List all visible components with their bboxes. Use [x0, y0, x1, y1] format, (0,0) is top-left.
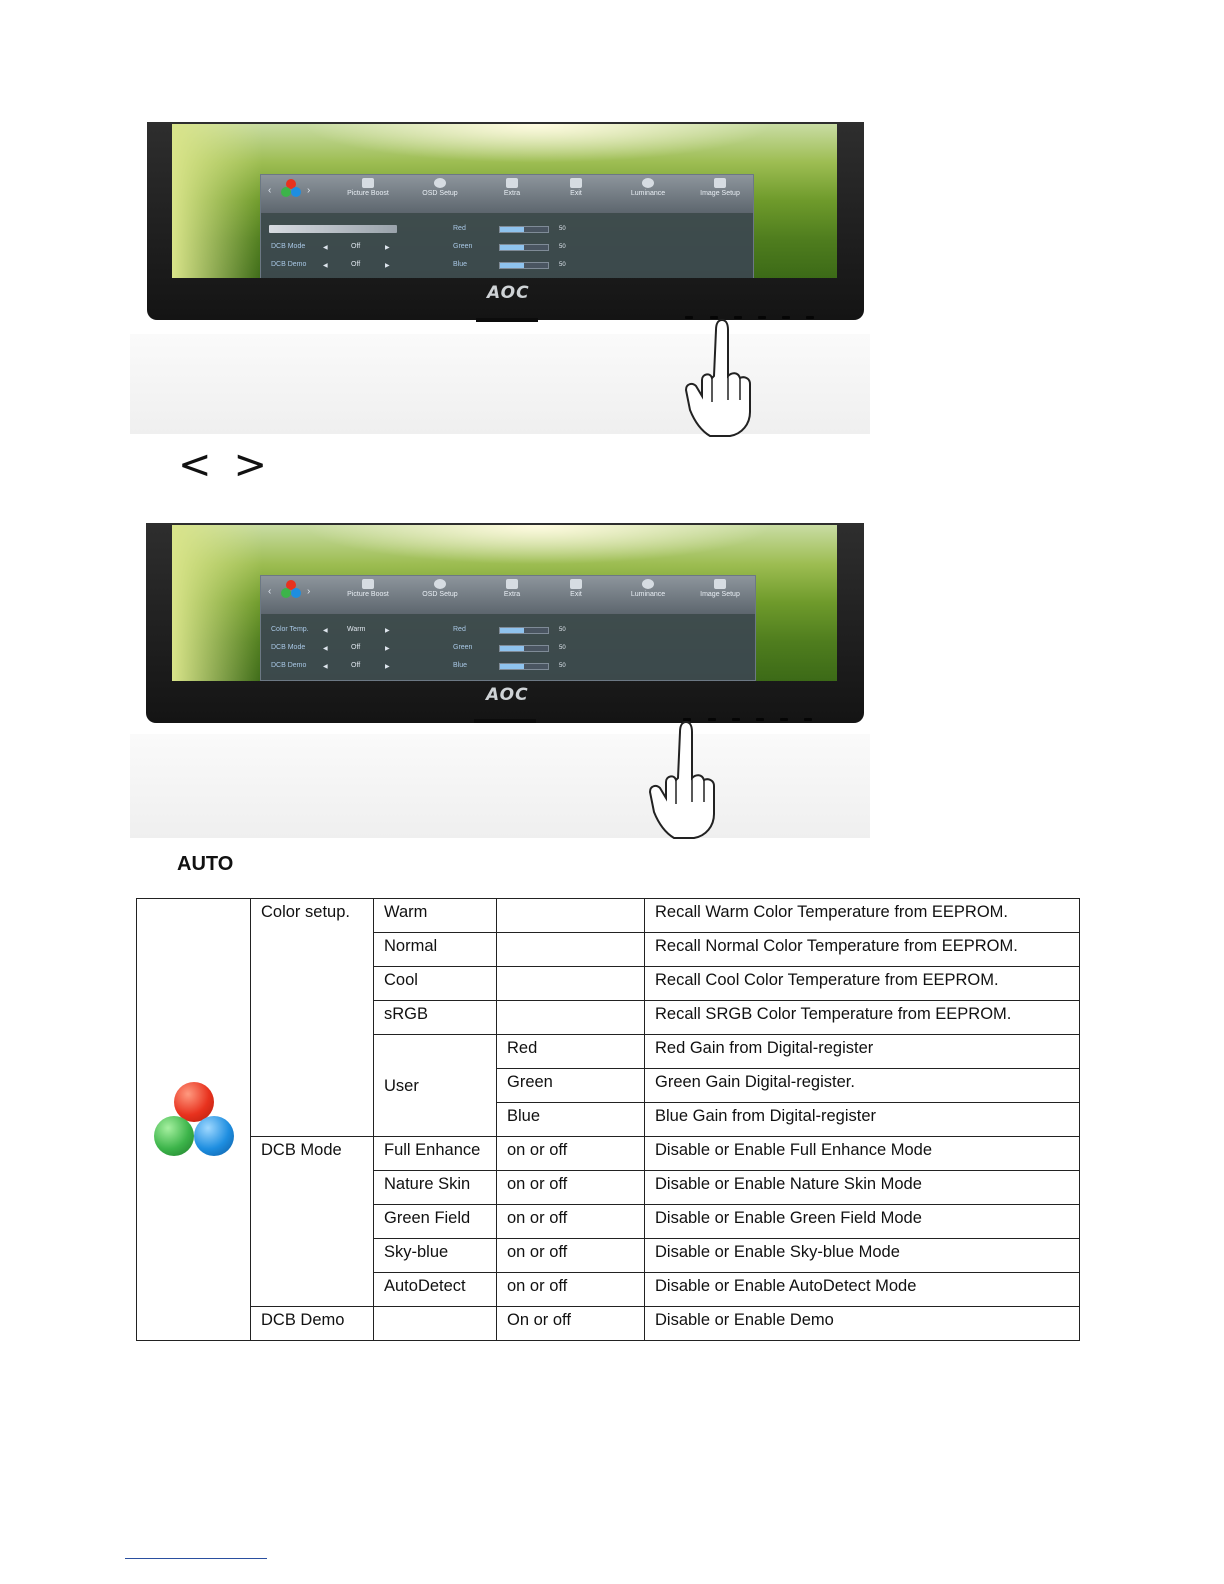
osd-setup-icon: [434, 178, 446, 188]
osd-tab-luminance[interactable]: Luminance: [613, 579, 683, 613]
osd-row-color-temp-selected[interactable]: [269, 225, 397, 233]
arrow-left-icon[interactable]: ◀: [323, 646, 328, 652]
osd-slider-blue[interactable]: [499, 262, 549, 269]
table-cell: Disable or Enable Demo: [645, 1307, 1080, 1341]
table-cell: Blue Gain from Digital-register: [645, 1103, 1080, 1137]
table-cell: On or off: [497, 1307, 645, 1341]
monitor-button[interactable]: [782, 316, 790, 319]
chevron-right-icon: ›: [307, 185, 311, 196]
nav-arrows: [178, 442, 289, 488]
table-cell: [497, 933, 645, 967]
monitor-screen: [172, 525, 837, 681]
osd-tab-exit[interactable]: Exit: [541, 178, 611, 212]
table-cell: Recall SRGB Color Temperature from EEPROM.: [645, 1001, 1080, 1035]
osd-slider-blue[interactable]: [499, 663, 549, 670]
table-cell: Disable or Enable Full Enhance Mode: [645, 1137, 1080, 1171]
color-setup-table: [136, 898, 1080, 1341]
table-cell: Disable or Enable Green Field Mode: [645, 1205, 1080, 1239]
osd-color-setup-tab[interactable]: [265, 177, 313, 211]
table-row: [137, 899, 1080, 933]
table-cell: DCB Mode: [251, 1137, 374, 1307]
table-cell: Blue: [497, 1103, 645, 1137]
osd-row-value: Off: [351, 243, 361, 250]
table-cell: on or off: [497, 1171, 645, 1205]
table-cell: Recall Normal Color Temperature from EEPROM.: [645, 933, 1080, 967]
osd-slider-red[interactable]: [499, 627, 549, 634]
osd-row-value: Off: [351, 261, 361, 268]
color-setup-icon-cell: [137, 899, 251, 1341]
table-row: [137, 1307, 1080, 1341]
table-cell: Green Field: [374, 1205, 497, 1239]
arrow-right-icon[interactable]: ▶: [385, 664, 390, 670]
picture-boost-icon: [362, 178, 374, 188]
osd-setup-icon: [434, 579, 446, 589]
exit-icon: [570, 579, 582, 589]
picture-boost-icon: [362, 579, 374, 589]
osd-row-label: DCB Mode: [271, 243, 306, 250]
osd-tab-osd-setup[interactable]: OSD Setup: [405, 579, 475, 613]
osd-slider-label: Green: [453, 644, 473, 651]
extra-icon: [506, 579, 518, 589]
table-cell: Full Enhance: [374, 1137, 497, 1171]
table-cell: [374, 1307, 497, 1341]
osd-menu: [260, 575, 756, 681]
osd-row-label: DCB Demo: [271, 261, 307, 268]
osd-slider-value: 50: [559, 627, 566, 633]
extra-icon: [506, 178, 518, 188]
chevron-left-icon: ‹: [268, 185, 272, 196]
table-cell: Nature Skin: [374, 1171, 497, 1205]
osd-row-label: DCB Demo: [271, 662, 307, 669]
osd-slider-label: Red: [453, 626, 466, 633]
osd-slider-label: Red: [453, 225, 466, 232]
osd-tab-extra[interactable]: Extra: [477, 579, 547, 613]
arrow-right-icon[interactable]: ▶: [385, 628, 390, 634]
table-cell: [497, 967, 645, 1001]
table-cell: User: [374, 1035, 497, 1137]
osd-menu: [260, 174, 754, 278]
table-cell: [497, 899, 645, 933]
table-cell: Disable or Enable Sky-blue Mode: [645, 1239, 1080, 1273]
osd-slider-value: 50: [559, 262, 566, 268]
color-balls-icon: [154, 1082, 234, 1158]
chevron-left-icon: ‹: [268, 586, 272, 597]
monitor-button[interactable]: [806, 316, 814, 319]
arrow-left-icon[interactable]: ◀: [323, 245, 328, 251]
monitor-figure-2: [130, 520, 870, 842]
exit-icon: [570, 178, 582, 188]
osd-slider-value: 50: [559, 663, 566, 669]
table-cell: on or off: [497, 1239, 645, 1273]
table-cell: Red Gain from Digital-register: [645, 1035, 1080, 1069]
osd-row-value: Warm: [347, 626, 366, 633]
osd-slider-value: 50: [559, 226, 566, 232]
arrow-left-icon[interactable]: ◀: [323, 263, 328, 269]
osd-tab-extra[interactable]: Extra: [477, 178, 547, 212]
table-cell: Recall Cool Color Temperature from EEPROM.: [645, 967, 1080, 1001]
monitor-screen: [172, 124, 837, 278]
osd-slider-green[interactable]: [499, 244, 549, 251]
arrow-left-icon[interactable]: ◀: [323, 628, 328, 634]
right-arrow-icon: >: [233, 442, 290, 488]
osd-slider-label: Blue: [453, 662, 468, 669]
monitor-button[interactable]: [780, 718, 788, 721]
osd-row-value: Off: [351, 644, 361, 651]
table-cell: Disable or Enable AutoDetect Mode: [645, 1273, 1080, 1307]
osd-tab-image-setup[interactable]: Image Setup: [685, 579, 755, 613]
table-cell: sRGB: [374, 1001, 497, 1035]
monitor-button[interactable]: [804, 718, 812, 721]
chevron-right-icon: ›: [307, 586, 311, 597]
table-cell: Green: [497, 1069, 645, 1103]
table-cell: [497, 1001, 645, 1035]
osd-tab-image-setup[interactable]: Image Setup: [685, 178, 755, 212]
osd-row-label: DCB Mode: [271, 644, 306, 651]
table-cell: Disable or Enable Nature Skin Mode: [645, 1171, 1080, 1205]
color-setup-icon: [279, 578, 303, 600]
osd-tab-luminance[interactable]: Luminance: [613, 178, 683, 212]
osd-tab-exit[interactable]: Exit: [541, 579, 611, 613]
osd-color-setup-tab[interactable]: [265, 578, 313, 612]
color-setup-icon: [279, 177, 303, 199]
image-setup-icon: [714, 579, 726, 589]
image-setup-icon: [714, 178, 726, 188]
luminance-icon: [642, 579, 654, 589]
table-cell: Cool: [374, 967, 497, 1001]
arrow-left-icon[interactable]: ◀: [323, 664, 328, 670]
left-arrow-icon: <: [178, 442, 234, 488]
table-cell: Color setup.: [251, 899, 374, 1137]
table-cell: Red: [497, 1035, 645, 1069]
osd-tab-osd-setup[interactable]: OSD Setup: [405, 178, 475, 212]
osd-slider-label: Blue: [453, 261, 468, 268]
footer-divider: [125, 1558, 267, 1559]
table-cell: Normal: [374, 933, 497, 967]
osd-slider-red[interactable]: [499, 226, 549, 233]
osd-tab-picture-boost[interactable]: Picture Boost: [333, 178, 403, 212]
monitor-button[interactable]: [756, 718, 764, 721]
table-cell: Recall Warm Color Temperature from EEPROM.: [645, 899, 1080, 933]
table-cell: Green Gain Digital-register.: [645, 1069, 1080, 1103]
osd-row-value: Off: [351, 662, 361, 669]
osd-slider-label: Green: [453, 243, 473, 250]
table-cell: Sky-blue: [374, 1239, 497, 1273]
table-cell: AutoDetect: [374, 1273, 497, 1307]
arrow-right-icon[interactable]: ▶: [385, 646, 390, 652]
luminance-icon: [642, 178, 654, 188]
arrow-right-icon[interactable]: ▶: [385, 263, 390, 269]
arrow-right-icon[interactable]: ▶: [385, 245, 390, 251]
osd-tab-picture-boost[interactable]: Picture Boost: [333, 579, 403, 613]
osd-slider-value: 50: [559, 244, 566, 250]
table-cell: on or off: [497, 1137, 645, 1171]
pointing-hand-icon: [682, 316, 762, 440]
aoc-logo: AOC: [486, 685, 529, 705]
table-cell: on or off: [497, 1205, 645, 1239]
table-cell: Warm: [374, 899, 497, 933]
osd-slider-green[interactable]: [499, 645, 549, 652]
aoc-logo: AOC: [487, 283, 530, 303]
monitor-figure-1: [130, 118, 870, 438]
table-row: [137, 1137, 1080, 1171]
table-cell: on or off: [497, 1273, 645, 1307]
osd-slider-value: 50: [559, 645, 566, 651]
osd-row-label: Color Temp.: [271, 626, 309, 633]
pointing-hand-icon: [646, 718, 726, 842]
table-cell: DCB Demo: [251, 1307, 374, 1341]
auto-heading: AUTO: [177, 853, 234, 875]
monitor-button[interactable]: [732, 718, 740, 721]
